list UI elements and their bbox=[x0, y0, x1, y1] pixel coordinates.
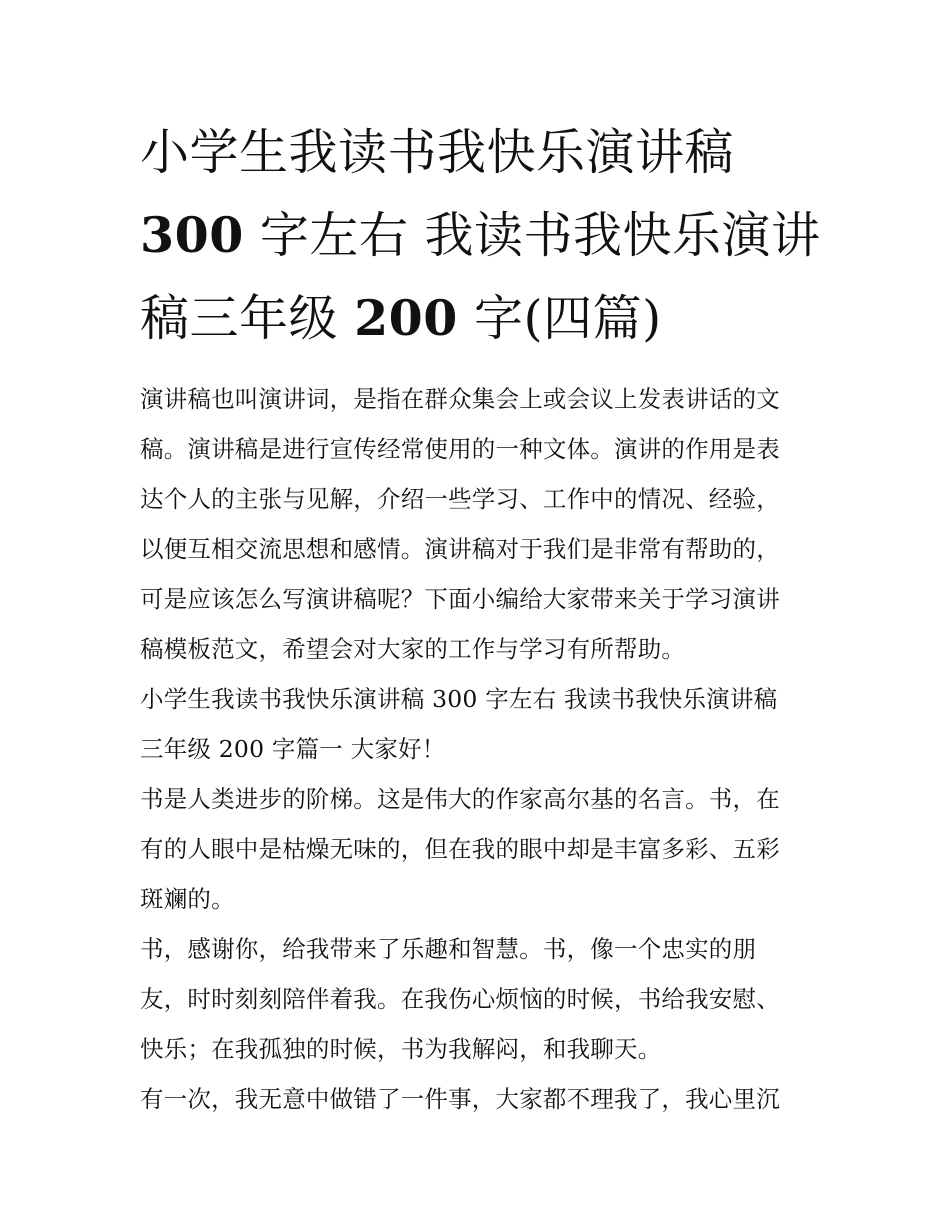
text-line: 小学生我读书我快乐演讲稿 300 字左右 我读书我快乐演讲稿 bbox=[140, 685, 778, 713]
title-line: 300 字左右 我读书我快乐演讲 bbox=[140, 206, 821, 264]
text-line: 有的人眼中是枯燥无味的，但在我的眼中却是丰富多彩、五彩 bbox=[140, 835, 780, 863]
text-line: 书是人类进步的阶梯。这是伟大的作家高尔基的名言。书，在 bbox=[140, 785, 780, 813]
title-line: 小学生我读书我快乐演讲稿 bbox=[140, 124, 735, 181]
title-line: 稿三年级 200 字(四篇) bbox=[140, 289, 662, 347]
text-line: 演讲稿也叫演讲词，是指在群众集会上或会议上发表讲话的文 bbox=[140, 385, 780, 413]
text-line: 快乐；在我孤独的时候，书为我解闷，和我聊天。 bbox=[140, 1035, 662, 1063]
text-line: 达个人的主张与见解，介绍一些学习、工作中的情况、经验， bbox=[140, 485, 780, 513]
document-content bbox=[140, 112, 821, 1124]
text-line: 有一次，我无意中做错了一件事，大家都不理我了，我心里沉 bbox=[140, 1085, 780, 1113]
body-paragraph bbox=[140, 924, 812, 1074]
intro-paragraph bbox=[140, 374, 812, 674]
text-line: 稿。演讲稿是进行宣传经常使用的一种文体。演讲的作用是表 bbox=[140, 435, 780, 463]
title-number: 200 bbox=[354, 289, 458, 347]
section-heading-paragraph bbox=[140, 674, 812, 774]
text-line: 以便互相交流思想和感情。演讲稿对于我们是非常有帮助的， bbox=[140, 535, 780, 563]
text-line: 友，时时刻刻陪伴着我。在我伤心烦恼的时候，书给我安慰、 bbox=[140, 985, 780, 1013]
title-number: 300 bbox=[140, 206, 244, 264]
document-title bbox=[140, 112, 821, 360]
body-paragraph bbox=[140, 1074, 812, 1124]
text-line: 书，感谢你，给我带来了乐趣和智慧。书，像一个忠实的朋 bbox=[140, 935, 757, 963]
text-line: 斑斓的。 bbox=[140, 885, 235, 913]
text-line: 可是应该怎么写演讲稿呢？下面小编给大家带来关于学习演讲 bbox=[140, 585, 780, 613]
body-paragraph bbox=[140, 774, 812, 924]
text-line: 三年级 200 字篇一 大家好！ bbox=[140, 735, 446, 763]
text-line: 稿模板范文，希望会对大家的工作与学习有所帮助。 bbox=[140, 635, 686, 663]
